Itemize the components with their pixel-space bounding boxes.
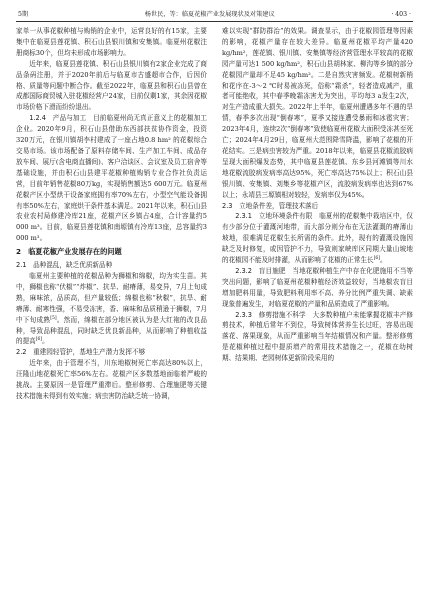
two-column-body [16, 26, 413, 402]
paragraph: 难以实现“群防群治”的效果。调查显示，由于花椒园管理等因素的影响，花椒产量存在较大差异。临夏州花椒平均产量420 kg/hm²，莲花镇、银川镇、安集镇等经济营管理水平较高的花椒园产量可达1 500 kg/hm²，积石山县胡林家、柳沟等乡镇的部分花椒园产量却不足45 kg/hm²。二是自然灾害频发。花椒树新梢和花序在-3～2 ℃时易被冻死，俗称“霜杀”，轻者造成减产，重者可能绝收，其中春季晚霜冻害尤为突出，平均每3 a发生2次，对生产造成重大损失。2022年上半年，临夏州遭遇多年不遇的旱情，春季多次出现“倒春寒”，夏季又接连遭受暴雨和冰雹灾害；2023年4月，连续2次“倒春寒”致使临夏州花椒大面积受冻甚至死亡；2024年4月29日，临夏州大范围降雪降温，影响了花椒的开花结实。三是病虫害较为严重。2018年以来，临夏县花椒流胶病呈现大面积爆发态势，其中临夏县莲花镇、东乡县河滩镇等川水地花椒流胶病发病率高达95%，死亡率高达75%以上；积石山县银川镇、安集镇、刘集乡等花椒产区，流胶病发病率也达到67%以上；永靖县三塬镇相对较轻，发病率仅为45%。 [222, 27, 413, 199]
right-column [222, 26, 413, 402]
paragraph: 家单一从事花椒种植与购销的企业中，运营良好的有15家，主要集中在临夏县莲花镇、积石山县银川镇和安集镇。临夏州花椒注册商标30个，但均未形成市场影响力。 [16, 27, 207, 57]
document-page [16, 10, 413, 600]
paragraph [222, 310, 413, 365]
paragraph: 2.3.1 立地环境条件有限 临夏州的花椒集中栽培区中，仅有少部分位于灌溉河地带，而大部分则分布在无法灌溉的瘠薄山坡地，很难满足花椒生长所需的条件。此外，现有的灌溉设施因缺乏及时修复，或因管护不力，导致则家峡库区同期大量山坡地的花椒园不能及时排灌，从而影响了花椒的正常生长[6]。 [222, 212, 414, 265]
running-title: 杨世民，等：临夏花椒产业发展现状及对策建议 [144, 11, 275, 18]
section-heading-1-2-4: 1.2.4 产品与加工 [29, 114, 87, 123]
section-heading-2-3-3: 2.3.3 修剪措施不科学 [235, 310, 306, 319]
paragraph-text: 。然而，绵椒在部分地区被认为是大红袍的改良品种，导致品种混乱，同时缺乏优良新品种，从而影响了种植收益的提高 [16, 315, 208, 346]
paragraph-text: 临夏州的花椒集中栽培区中，仅有少部分位于灌溉河地带，而大部分则分布在无法灌溉的瘠薄山坡地，很难满足花椒生长所需的条件。此外，现有的灌溉设施因缺乏及时修复，或因管护不力，导致则家峡库区同期大量山坡地的花椒园不能及时排灌，从而影响了花椒的正常生长 [222, 212, 414, 265]
paragraph-text: 当地花椒种植生产中存在化肥施用不当等突出问题，影响了临夏州花椒种植经济效益较好，当地椒农盲目增加肥料用量，导致肥料利用率不高、养分比例严重失调、缺素现象普遍发生，对临夏花椒的产量和品质造成了严重影响。 [222, 266, 414, 308]
paragraph [222, 266, 413, 310]
page-number: · 403 · [391, 11, 411, 18]
paragraph-text: 临夏州主要种植的花椒品种为狮椒和绵椒，均为实生苗。其中，狮椒也称“伏椒”“炸椒”、抗旱、耐瘠薄，易变异，7月上旬成熟，麻味浓，品质高，但产量较低；绵椒也称“秋椒”，抗旱、耐瘠薄、耐寒性强，不易受冻害，香、麻味和品质稍逊于狮椒，7月中下旬成熟 [16, 272, 207, 324]
paragraph: 临夏州主要种植的花椒品种为狮椒和绵椒，均为实生苗。其中，狮椒也称“伏椒”“炸椒”、抗旱、耐瘠薄，易变异，7月上旬成熟，麻味浓，品质高，但产量较低；绵椒也称“秋椒”，抗旱、耐瘠薄、耐寒性强，不易受冻害，香、麻味和品质稍逊于狮椒，7月中下旬成熟[5]。然而，绵椒在部分地区被认为是大红袍的改良品种，导致品种混乱，同时缺乏优良新品种，从而影响了种植收益的提高[6]。 [16, 272, 208, 346]
paragraph-text: 大多数种植户未能掌握花椒丰产修剪技术，种植后常年不到位，导致树体营养生长过旺，容易出现落花、落果现象，从而严重影响当年结椒情况和产量。整形修剪是花椒种植过程中提质增产的常用技术措施之一，花椒在幼树期、结果期、老园树体更新阶段采用的 [222, 310, 414, 363]
citation: [5] [50, 315, 57, 321]
issue-number: 5期 [18, 11, 29, 18]
citation: [6] [373, 255, 381, 261]
section-heading-2-3-1: 2.3.1 立地环境条件有限 [235, 212, 313, 221]
paragraph: 近年来，由于管理不当，川东地椒树死亡率高达80%以上，汪隆山地花椒死亡率56%左右。花椒产区多数基地面临着严峻的挑战。主要原因一是管理严重滞后。整形修剪、合理施肥等关键技术措施未得到有效实施；病虫害防治缺乏统一协调， [16, 359, 207, 400]
section-heading-2-3: 2.3 立地条件差，管理技术落后 [222, 201, 319, 210]
paragraph-text: 目前临夏州尚无真正意义上的花椒加工企业。2020年9月，积石山县借助东西部扶贫协作资金，投资320万元，在银川镇胡李村建成了一座占地0.8 hm² 的花椒综合交易市场。该市场配备了原料存储车间、生产加工车间、成品存放车间、展厅(含电商直播间)、客户洽谈区、会议室及员工宿舍等基础设施，并由积石山县建平花椒种植购销专业合作社负责运营，目前年销售花椒80万kg，实现销售额达5 600万元。临夏州花椒产区小型烘干设备家庭拥有率70%左右，小型空气能设备拥有率50%左右，家庭烘干条件基本满足。2021年以来，积石山县农业农村局修建冷库21座，花椒产区乡镇占4座，合计容量约5 000 m³。目前，临夏县莲花镇和南塬镇有冷库13座，总容量约3 000 m³。 [16, 114, 208, 243]
left-column [16, 26, 207, 402]
page-header [16, 10, 413, 22]
section-heading-2: 2 临夏花椒产业发展存在的问题 [16, 247, 122, 257]
paragraph [16, 113, 207, 244]
section-heading-2-2: 2.2 重建园轻管护，基地生产潜力发挥不够 [16, 348, 146, 357]
section-heading-2-1: 2.1 品种混乱，缺乏优质新品种 [16, 261, 113, 270]
paragraph: 近年来，临夏县莲花镇、积石山县银川镇有2家企业完成了商品条码注册，并于2020年前后与临夏市古盛超市合作，后因价格、质量等问题中断合作。截至2022年，临夏县和积石山县曾在成都国际商贸城入驻花椒经营户24家，目前仅剩1家，其余因花椒市场价格下滑而纷纷退出。 [16, 59, 207, 112]
citation: [6] [35, 337, 43, 343]
section-heading-2-3-2: 2.3.2 盲目施肥 [235, 266, 286, 275]
